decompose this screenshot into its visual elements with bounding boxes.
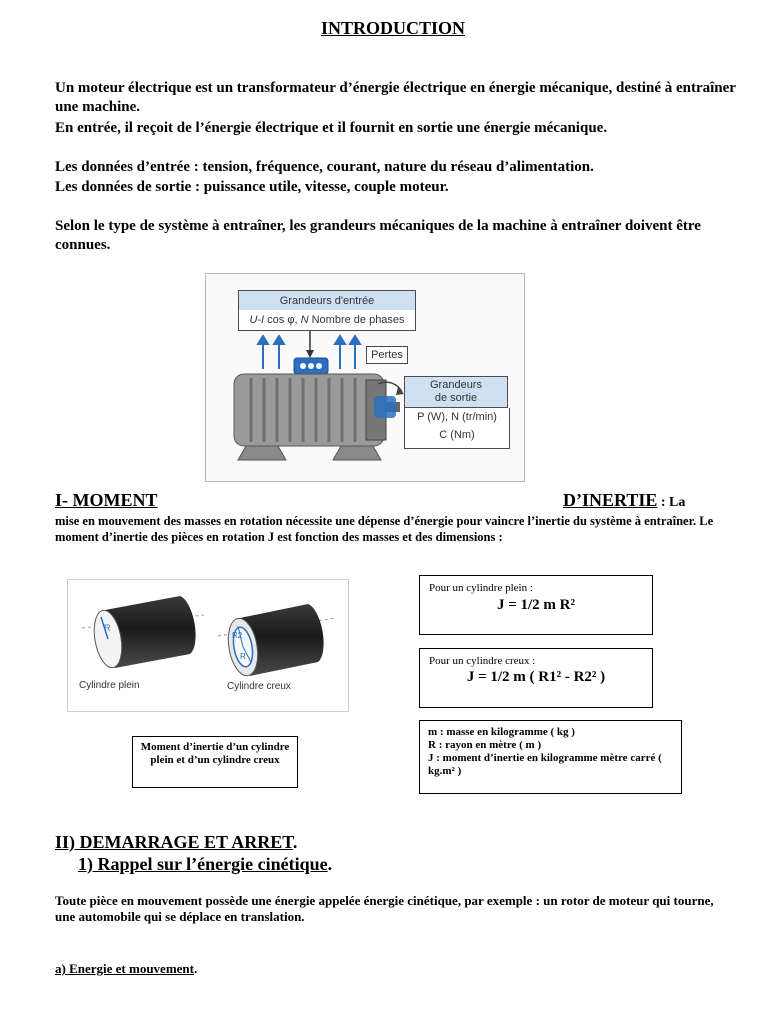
section-2-subsubheading: [55, 961, 197, 977]
output-title-line-1: Grandeurs: [430, 379, 482, 391]
radius-label-solid: R: [104, 623, 111, 633]
input-cos: cos φ,: [264, 314, 301, 326]
formula-hollow-box: [419, 648, 653, 708]
radius-label-r2: R2: [232, 631, 243, 640]
formula-hollow-label: Pour un cylindre creux :: [429, 655, 536, 667]
input-phases: Nombre de phases: [308, 314, 405, 326]
cylinders-illustration: [68, 580, 348, 711]
section-2-heading: [55, 832, 297, 853]
section-2-subsubheading-text: a) Energie et mouvement: [55, 961, 194, 976]
output-quantities-values: [404, 408, 510, 449]
section-1-heading-right: [563, 490, 685, 511]
section-2-subsubheading-dot: .: [194, 961, 198, 976]
section-2-heading-text: II) DEMARRAGE ET ARRET: [55, 832, 293, 852]
input-quantities-values: [238, 310, 416, 331]
output-quantities-title: [404, 376, 508, 408]
label-solid-cylinder: Cylindre plein: [79, 680, 140, 691]
section-1-body: mise en mouvement des masses en rotation nécessite une dépense d’énergie pour vaincre l’inertie du système à entraîner. Le moment d’inertie des pièces en rotation J est fonction des masses et des dimensions :: [55, 514, 714, 544]
section-2-subheading-text: 1) Rappel sur l’énergie cinétique: [78, 854, 328, 874]
formula-solid-box: [419, 575, 653, 635]
section-1-heading-tail: : La: [657, 495, 686, 510]
section-1-heading-inertia: D’INERTIE: [563, 490, 658, 510]
legend-inertia: J : moment d’inertie en kilogramme mètre carré ( kg.m² ): [428, 752, 662, 777]
page-title: INTRODUCTION: [320, 18, 466, 38]
section-2-subheading: [78, 854, 332, 875]
losses-box: Pertes: [366, 346, 408, 364]
section-2-heading-dot: .: [292, 832, 298, 852]
intro-paragraph-1: Un moteur électrique est un transformateur d’énergie électrique en énergie mécanique, destiné à entraîner une machine.: [55, 80, 736, 115]
section-1-heading-left: I- MOMENT: [55, 490, 158, 510]
intro-paragraph-5: Selon le type de système à entraîner, les grandeurs mécaniques de la machine à entraîner doivent être connues.: [55, 218, 701, 253]
output-power-speed: P (W), N (tr/min): [417, 411, 497, 423]
formula-solid: J = 1/2 m R²: [496, 597, 576, 613]
input-quantities-title: Grandeurs d'entrée: [238, 290, 416, 312]
input-u: U-I: [249, 314, 265, 326]
radius-label-r1: R: [240, 652, 246, 661]
output-torque: C (Nm): [439, 429, 475, 441]
section-2-subheading-dot: .: [327, 854, 333, 874]
output-title-line-2: de sortie: [434, 392, 478, 404]
cylinder-caption: Moment d’inertie d’un cylindre plein et d’un cylindre creux: [132, 736, 298, 788]
formula-solid-label: Pour un cylindre plein :: [429, 582, 533, 594]
legend-mass: m : masse en kilogramme ( kg ): [428, 726, 575, 738]
input-n: N: [300, 314, 309, 326]
legend-radius: R : rayon en mètre ( m ): [428, 739, 542, 751]
intro-paragraph-3: Les données d’entrée : tension, fréquence, courant, nature du réseau d’alimentation.: [55, 159, 594, 175]
label-hollow-cylinder: Cylindre creux: [227, 681, 291, 692]
intro-paragraph-2: En entrée, il reçoit de l’énergie électrique et il fournit en sortie une énergie mécanique.: [55, 120, 608, 136]
intro-paragraph-4: Les données de sortie : puissance utile, vitesse, couple moteur.: [55, 179, 449, 195]
motor-figure: [205, 273, 525, 482]
variables-legend: [419, 720, 682, 794]
section-2-body: Toute pièce en mouvement possède une énergie appelée énergie cinétique, par exemple : un rotor de moteur qui tourne, une automobile qui se déplace en translation.: [55, 893, 714, 924]
cylinder-figure: [67, 579, 349, 712]
formula-hollow: J = 1/2 m ( R1² - R2² ): [466, 669, 606, 685]
